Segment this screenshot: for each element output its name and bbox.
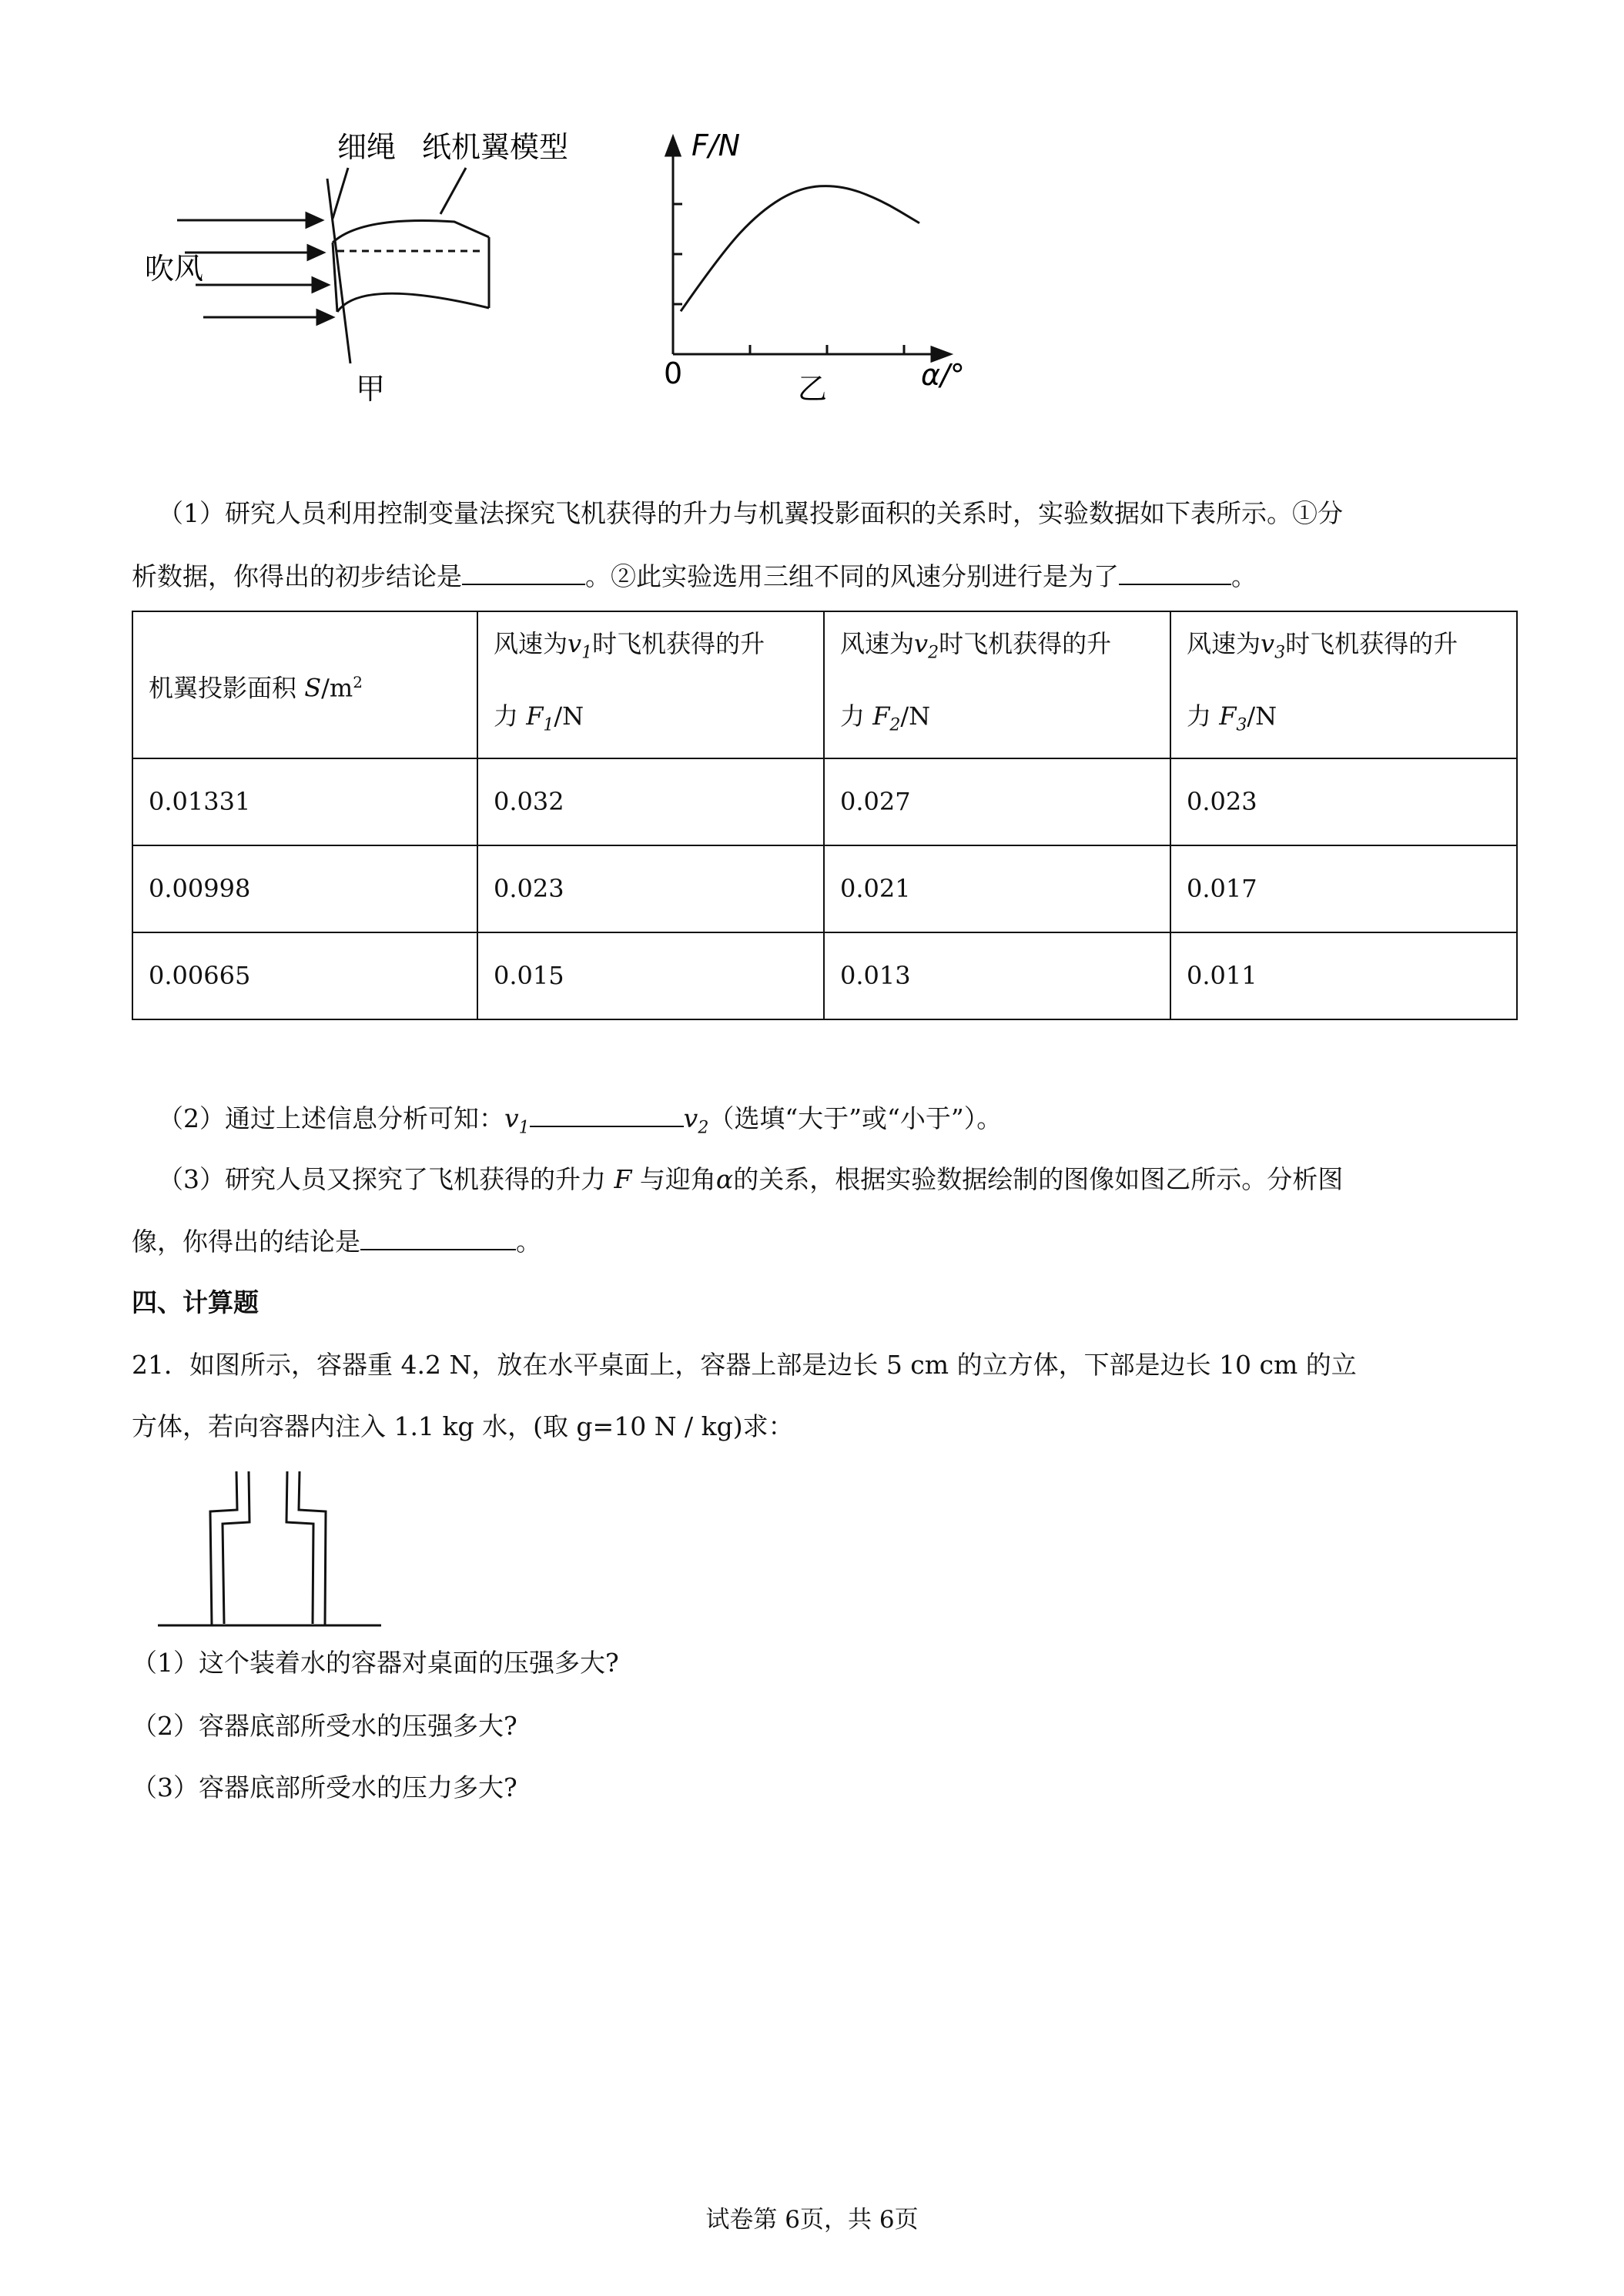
answer-blank-alpha-conclusion[interactable] xyxy=(360,1226,516,1250)
wing-model xyxy=(333,221,489,312)
table-row xyxy=(132,758,1517,845)
section-heading-calculation: 四、计算题 xyxy=(132,1287,259,1317)
table-header-row xyxy=(132,611,1517,758)
q21-sub3: （3）容器底部所受水的压力多大? xyxy=(132,1772,517,1802)
table-cell: 0.027 xyxy=(824,758,1170,845)
q20-part1-text-a: 析数据，你得出的初步结论是 xyxy=(132,561,462,591)
table-cell: 0.00998 xyxy=(132,845,477,932)
table-cell: 0.015 xyxy=(477,932,824,1019)
header-f3: 风速为$v_3$时飞机获得的升 力 $F_3/N$ xyxy=(1170,611,1517,758)
x-axis-label: α/° xyxy=(921,358,965,392)
page-footer: 试卷第 6页，共 6页 xyxy=(705,2206,919,2234)
q21-stem-line1: 21．如图所示，容器重 4.2 N，放在水平桌面上，容器上部是边长 5 cm 的立方体，下部是边长 10 cm 的立 xyxy=(132,1350,1357,1380)
q21-sub2: （2）容器底部所受水的压强多大? xyxy=(132,1711,517,1741)
table-cell: 0.011 xyxy=(1170,932,1517,1019)
figure-yi-caption: 乙 xyxy=(798,372,828,406)
table-cell: 0.021 xyxy=(824,845,1170,932)
q20-part1-text: （1）研究人员利用控制变量法探究飞机获得的升力与机翼投影面积的关系时，实验数据如下表所示。①分 xyxy=(158,498,1343,528)
answer-blank-conclusion[interactable] xyxy=(462,561,585,585)
container-figure xyxy=(158,1467,389,1636)
q20-part3-line1: （3）研究人员又探究了飞机获得的升力 F 与迎角α的关系，根据实验数据绘制的图像如图乙所示。分析图 xyxy=(158,1164,1344,1194)
q20-part1-line2 xyxy=(132,561,1257,592)
lift-data-table xyxy=(132,611,1518,1020)
q21-sub1: （1）这个装着水的容器对桌面的压强多大? xyxy=(132,1648,619,1678)
header-area: 机翼投影面积 $S/m^2$ xyxy=(132,611,477,758)
answer-blank-v-compare[interactable] xyxy=(530,1103,684,1127)
table-cell: 0.00665 xyxy=(132,932,477,1019)
table-row xyxy=(132,932,1517,1019)
q20-part2: （2）通过上述信息分析可知：$v_1$ $v_2$（选填“大于”或“小于”）。 xyxy=(158,1103,1003,1138)
header-f2: 风速为$v_2$时飞机获得的升 力 $F_2/N$ xyxy=(824,611,1170,758)
f-alpha-curve xyxy=(681,186,919,312)
figure-yi-chart xyxy=(647,123,986,416)
figure-jia-wing-model xyxy=(131,123,569,416)
q20-part3-line2: 像，你得出的结论是 。 xyxy=(132,1227,541,1257)
table-cell: 0.032 xyxy=(477,758,824,845)
q20-part1-line1 xyxy=(158,498,1343,529)
table-cell: 0.01331 xyxy=(132,758,477,845)
q20-part2-text-a: （2）通过上述信息分析可知： xyxy=(158,1103,504,1133)
table-row xyxy=(132,845,1517,932)
q20-part1-text-b: 。②此实验选用三组不同的风速分别进行是为了 xyxy=(585,561,1119,591)
q20-part1-text-c: 。 xyxy=(1231,561,1257,591)
figure-jia-wind-label: 吹风 xyxy=(145,252,204,286)
figure-jia-model-label: 纸机翼模型 xyxy=(422,130,569,164)
rope-line xyxy=(327,179,350,363)
figure-jia-caption: 甲 xyxy=(356,372,386,406)
origin-label: 0 xyxy=(664,356,683,390)
y-axis-label: F/N xyxy=(691,129,741,162)
header-f1: 风速为$v_1$时飞机获得的升 力 $F_1/N$ xyxy=(477,611,824,758)
q20-part2-text-b: （选填“大于”或“小于”）。 xyxy=(708,1103,1003,1133)
table-cell: 0.023 xyxy=(477,845,824,932)
y-axis-arrow xyxy=(666,137,680,156)
answer-blank-purpose[interactable] xyxy=(1119,561,1231,585)
table-cell: 0.023 xyxy=(1170,758,1517,845)
table-cell: 0.013 xyxy=(824,932,1170,1019)
q21-stem-line2: 方体，若向容器内注入 1.1 kg 水，(取 g=10 N / kg)求： xyxy=(132,1411,794,1441)
table-cell: 0.017 xyxy=(1170,845,1517,932)
figure-jia-rope-label: 细绳 xyxy=(337,130,397,164)
